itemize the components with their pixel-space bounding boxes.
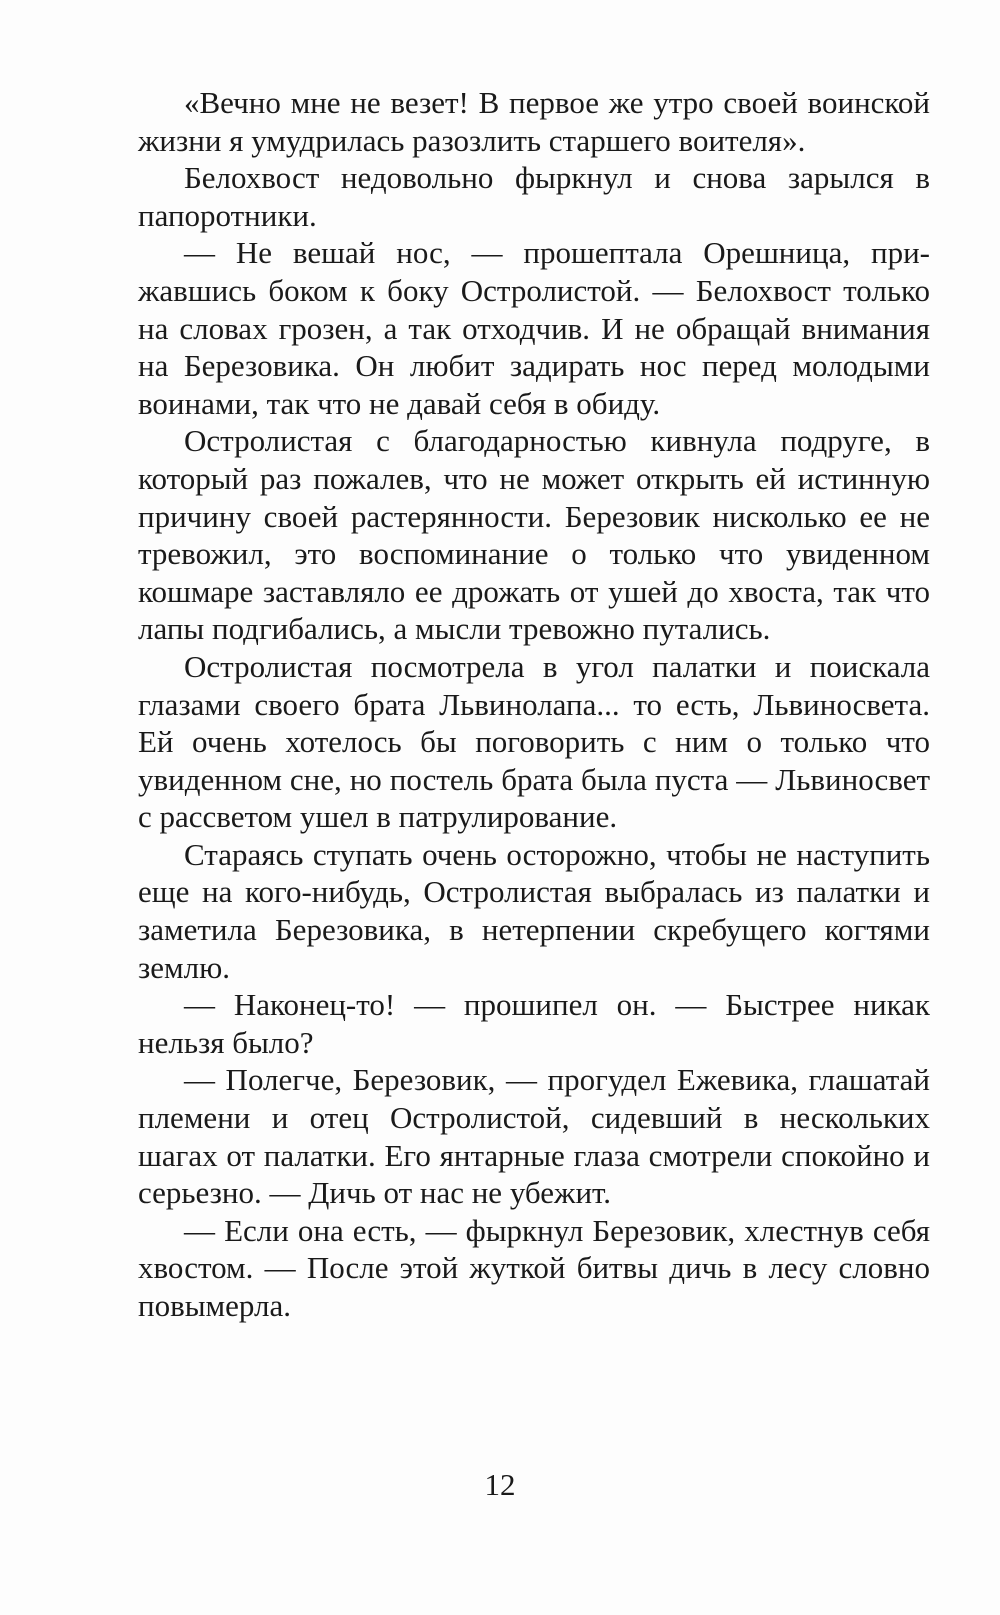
page-number: 12 (484, 1467, 516, 1502)
paragraph: Остролистая посмотрела в угол палатки и поискала глазами своего брата Львинолапа... то есть, Львиносвета. Ей очень хотелось бы поговорить с ним о только что увиденном сне, но постель брата была пуста — Львиносвет с рассветом ушел в патрулирование. (138, 648, 930, 835)
body-text (138, 84, 930, 1325)
paragraph: — Не вешай нос, — прошептала Орешница, прижавшись боком к боку Остролистой. — Белохвост только на словах грозен, а так отходчив. И не обращай внимания на Березовика. Он любит задирать нос перед молодыми воинами, так что не давай себя в обиду. (138, 235, 930, 421)
paragraph: — Если она есть, — фыркнул Березовик, хлестнув себя хвостом. — После этой жуткой битвы дичь в лесу словно повымерла. (138, 1212, 930, 1323)
paragraph: Стараясь ступать очень осторожно, чтобы не наступить еще на кого-нибудь, Остролистая выбралась из палатки и заметила Березовика, в нетерпении скребущего когтями землю. (138, 836, 930, 985)
paragraph: Остролистая с благодарностью кивнула подруге, в который раз пожалев, что не может открыть ей истинную причину своей растерянности. Березовик нисколько ее не тревожил, это воспоминание о только что увиденном кошмаре заставляло ее дрожать от ушей до хвоста, так что лапы подгибались, а мысли тревожно путались. (138, 423, 930, 647)
paragraph: — Полегче, Березовик, — прогудел Ежевика, глашатай племени и отец Остролистой, сидевший в нескольких шагах от палатки. Его янтарные глаза смотрели спокойно и серьезно. — Дичь от нас не убежит. (138, 1062, 930, 1211)
paragraph: Белохвост недовольно фыркнул и снова зарылся в папоротники. (138, 160, 930, 233)
paragraph: «Вечно мне не везет! В первое же утро своей воинской жизни я умудрилась разозлить старшего воителя». (138, 85, 930, 158)
paragraph: — Наконец-то! — прошипел он. — Быстрее никак нельзя было? (138, 987, 930, 1060)
